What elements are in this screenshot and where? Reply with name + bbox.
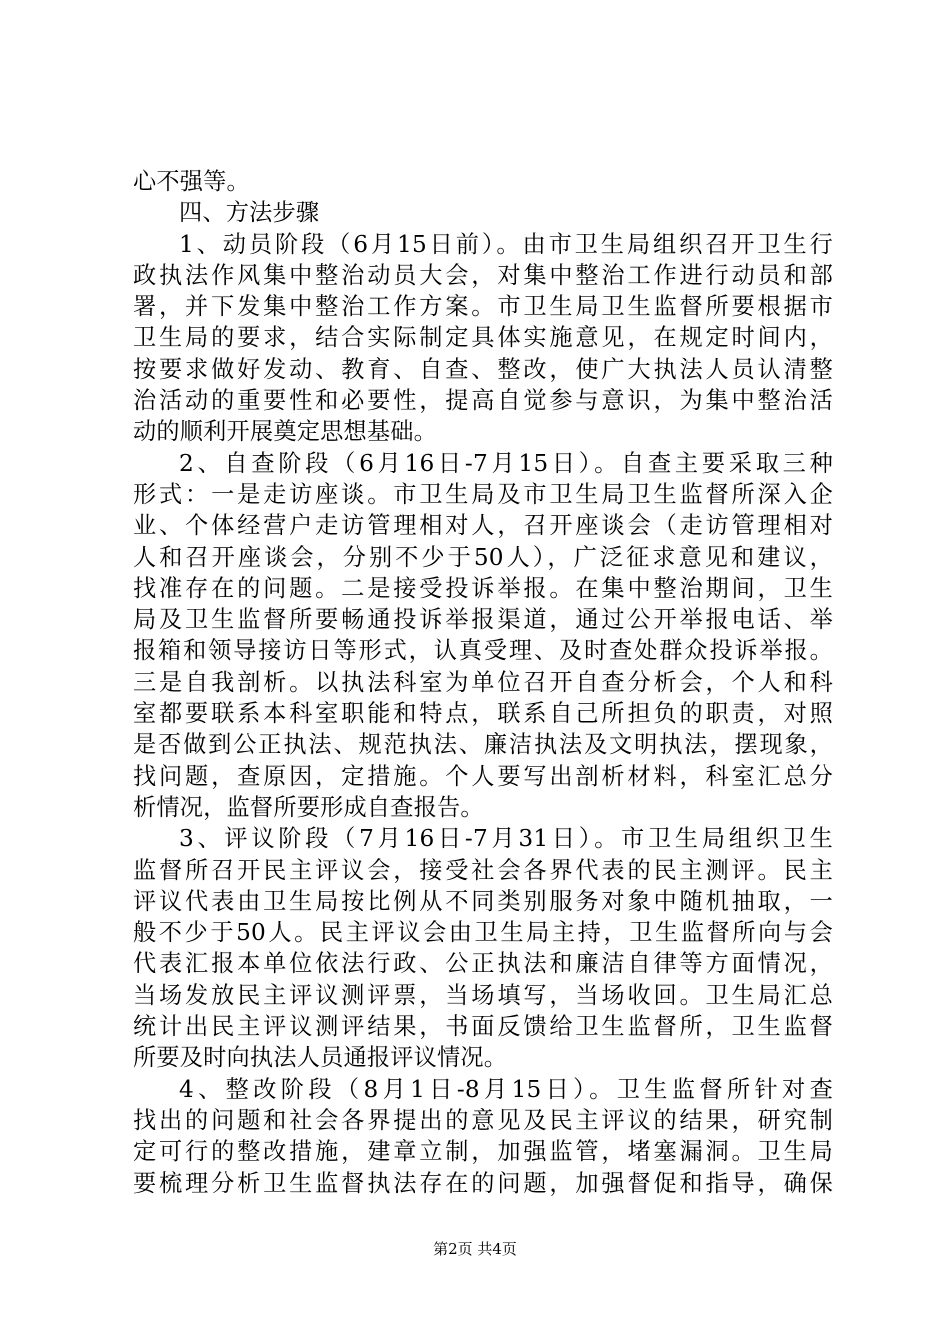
text-line: 治活动的重要性和必要性，提高自觉参与意识，为集中整治活 <box>133 387 833 415</box>
text-line: 评议代表由卫生局按比例从不同类别服务对象中随机抽取，一 <box>133 887 833 915</box>
text-line: 3、评议阶段（7月16日-7月31日）。市卫生局组织卫生 <box>179 825 833 853</box>
text-line: 是否做到公正执法、规范执法、廉洁执法及文明执法，摆现象， <box>133 731 833 759</box>
text-line: 4、整改阶段（8月1日-8月15日）。卫生监督所针对查 <box>179 1075 833 1103</box>
text-line: 局及卫生监督所要畅通投诉举报渠道，通过公开举报电话、举 <box>133 606 833 634</box>
text-line: 动的顺利开展奠定思想基础。 <box>133 418 438 446</box>
text-line: 代表汇报本单位依法行政、公正执法和廉洁自律等方面情况， <box>133 950 833 978</box>
text-line: 定可行的整改措施，建章立制，加强监管，堵塞漏洞。卫生局 <box>133 1138 833 1166</box>
text-line: 般不少于50人。民主评议会由卫生局主持，卫生监督所向与会 <box>133 919 833 947</box>
text-line: 1、动员阶段（6月15日前）。由市卫生局组织召开卫生行 <box>179 230 833 258</box>
text-line: 四、方法步骤 <box>179 199 320 227</box>
text-line: 署，并下发集中整治工作方案。市卫生局卫生监督所要根据市 <box>133 293 833 321</box>
text-line: 报箱和领导接访日等形式，认真受理、及时查处群众投诉举报。 <box>133 637 833 665</box>
text-line: 室都要联系本科室职能和特点，联系自己所担负的职责，对照 <box>133 700 833 728</box>
text-line: 当场发放民主评议测评票，当场填写，当场收回。卫生局汇总 <box>133 981 833 1009</box>
text-line: 形式：一是走访座谈。市卫生局及市卫生局卫生监督所深入企 <box>133 480 833 508</box>
text-line: 业、个体经营户走访管理相对人，召开座谈会（走访管理相对 <box>133 512 833 540</box>
text-line: 找问题，查原因，定措施。个人要写出剖析材料，科室汇总分 <box>133 762 833 790</box>
text-line: 卫生局的要求，结合实际制定具体实施意见，在规定时间内， <box>133 324 833 352</box>
text-line: 找准存在的问题。二是接受投诉举报。在集中整治期间，卫生 <box>133 574 833 602</box>
text-line: 要梳理分析卫生监督执法存在的问题，加强督促和指导，确保 <box>133 1169 833 1197</box>
text-line: 析情况，监督所要形成自查报告。 <box>133 793 484 821</box>
document-body <box>133 166 833 1199</box>
text-line: 2、自查阶段（6月16日-7月15日）。自查主要采取三种 <box>179 449 833 477</box>
text-line: 按要求做好发动、教育、自查、整改，使广大执法人员认清整 <box>133 355 833 383</box>
page-number-label: 第2页 共4页 <box>433 1240 517 1258</box>
text-line: 找出的问题和社会各界提出的意见及民主评议的结果，研究制 <box>133 1106 833 1134</box>
text-line: 人和召开座谈会，分别不少于50人），广泛征求意见和建议， <box>133 543 833 571</box>
text-line: 所要及时向执法人员通报评议情况。 <box>133 1044 508 1072</box>
text-line: 三是自我剖析。以执法科室为单位召开自查分析会，个人和科 <box>133 668 833 696</box>
text-line: 心不强等。 <box>133 168 250 195</box>
text-line: 政执法作风集中整治动员大会，对集中整治工作进行动员和部 <box>133 261 833 289</box>
text-line: 监督所召开民主评议会，接受社会各界代表的民主测评。民主 <box>133 856 833 884</box>
page-footer <box>0 1238 950 1259</box>
text-line: 统计出民主评议测评结果，书面反馈给卫生监督所，卫生监督 <box>133 1013 833 1041</box>
